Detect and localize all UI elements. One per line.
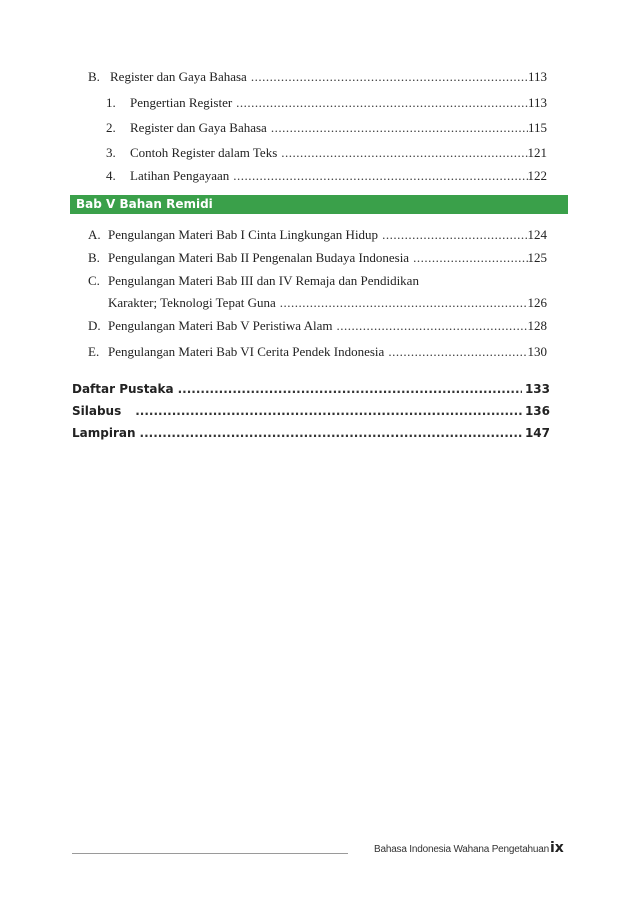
dot-leader — [233, 168, 527, 184]
entry-title-continuation: Karakter; Teknologi Tepat Guna — [108, 295, 276, 310]
toc-entry-b-1[interactable] — [106, 95, 547, 111]
entry-page: 113 — [527, 69, 547, 84]
entry-page: 136 — [524, 404, 550, 418]
entry-page: 124 — [527, 227, 547, 242]
entry-label: 2. — [106, 120, 116, 135]
entry-page: 121 — [527, 145, 547, 160]
dot-leader — [388, 344, 527, 360]
dot-leader — [140, 426, 522, 440]
toc-entry-b-4[interactable] — [106, 168, 547, 184]
entry-title: Latihan Pengayaan — [130, 168, 230, 183]
footer-book-title: Bahasa Indonesia Wahana Pengetahuan — [374, 844, 549, 855]
entry-label: 4. — [106, 168, 116, 183]
entry-page: 125 — [527, 250, 547, 265]
toc-entry-c-line1[interactable] — [88, 273, 419, 289]
entry-title: Pengulangan Materi Bab VI Cerita Pendek Indonesia — [108, 344, 385, 359]
toc-entry-lampiran[interactable] — [72, 426, 550, 440]
dot-leader — [281, 145, 527, 161]
entry-label: A. — [88, 227, 101, 242]
entry-page: 130 — [527, 344, 547, 359]
entry-title: Register dan Gaya Bahasa — [130, 120, 267, 135]
entry-title: Silabus — [72, 404, 122, 418]
dot-leader — [236, 95, 528, 111]
footer-rule — [72, 853, 348, 854]
toc-entry-b-2[interactable] — [106, 120, 547, 136]
toc-entry-b[interactable] — [88, 250, 547, 266]
dot-leader — [251, 69, 528, 85]
entry-title: Pengulangan Materi Bab III dan IV Remaja dan Pendidikan — [108, 273, 419, 288]
entry-label: 1. — [106, 95, 116, 110]
entry-title: Daftar Pustaka — [72, 382, 174, 396]
dot-leader — [336, 318, 527, 334]
entry-label: 3. — [106, 145, 116, 160]
entry-page: 147 — [524, 426, 550, 440]
entry-page: 133 — [524, 382, 550, 396]
chapter-title: Bab V Bahan Remidi — [76, 197, 213, 211]
dot-leader — [178, 382, 522, 396]
footer-page-number: ix — [550, 840, 564, 856]
entry-title: Pengulangan Materi Bab V Peristiwa Alam — [108, 318, 333, 333]
toc-entry-e[interactable] — [88, 344, 547, 360]
dot-leader — [382, 227, 527, 243]
toc-entry-a[interactable] — [88, 227, 547, 243]
entry-label: B. — [88, 250, 100, 265]
entry-title: Lampiran — [72, 426, 136, 440]
entry-title: Contoh Register dalam Teks — [130, 145, 278, 160]
toc-entry-section-b[interactable] — [88, 69, 547, 85]
entry-page: 113 — [527, 95, 547, 110]
entry-title: Pengulangan Materi Bab II Pengenalan Budaya Indonesia — [108, 250, 410, 265]
entry-label: D. — [88, 318, 101, 333]
entry-page: 128 — [527, 318, 547, 333]
entry-label: B. — [88, 69, 100, 84]
toc-entry-b-3[interactable] — [106, 145, 547, 161]
entry-label: C. — [88, 273, 100, 288]
dot-leader — [280, 295, 528, 311]
toc-entry-c-line2[interactable] — [108, 295, 547, 311]
dot-leader — [271, 120, 528, 136]
dot-leader — [135, 404, 522, 418]
chapter-heading-bar[interactable] — [70, 195, 568, 214]
entry-title: Pengulangan Materi Bab I Cinta Lingkungan Hidup — [108, 227, 379, 242]
entry-page: 122 — [527, 168, 547, 183]
entry-title: Pengertian Register — [130, 95, 233, 110]
entry-title: Register dan Gaya Bahasa — [110, 69, 247, 84]
entry-label: E. — [88, 344, 100, 359]
toc-entry-silabus[interactable] — [72, 404, 550, 418]
toc-entry-d[interactable] — [88, 318, 547, 334]
entry-page: 115 — [527, 120, 547, 135]
dot-leader — [413, 250, 527, 266]
entry-page: 126 — [527, 295, 547, 310]
toc-entry-daftar-pustaka[interactable] — [72, 382, 550, 396]
